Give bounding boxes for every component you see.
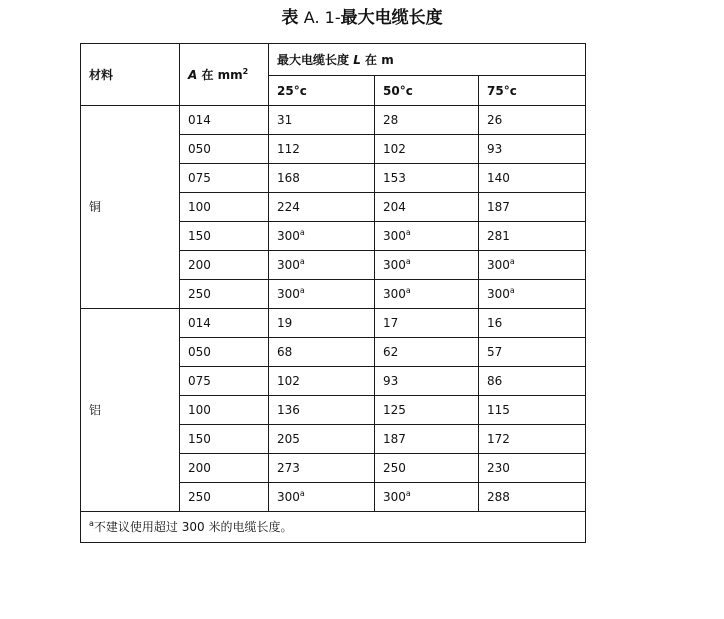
- length-value: 300: [383, 258, 406, 272]
- table-row: [81, 106, 586, 135]
- footnote-mark: a: [89, 519, 94, 528]
- cable-length-table: [80, 43, 586, 543]
- area-cell: 200: [180, 251, 269, 280]
- length-value: 300: [277, 229, 300, 243]
- length-value: 125: [383, 403, 406, 417]
- title-prefix: 表: [281, 8, 299, 28]
- area-cell: 014: [180, 106, 269, 135]
- length-cell: [269, 193, 375, 222]
- header-temp-25: 25°c: [269, 76, 375, 106]
- length-cell: [269, 396, 375, 425]
- area-cell: 150: [180, 425, 269, 454]
- length-cell: [375, 309, 479, 338]
- length-value: 300: [487, 258, 510, 272]
- length-value: 153: [383, 171, 406, 185]
- length-cell: [269, 164, 375, 193]
- length-value: 205: [277, 432, 300, 446]
- length-cell: [269, 222, 375, 251]
- table-title: [0, 6, 724, 30]
- length-value: 112: [277, 142, 300, 156]
- area-cell: 075: [180, 164, 269, 193]
- length-value: 288: [487, 490, 510, 504]
- length-cell: [375, 425, 479, 454]
- length-value: 57: [487, 345, 503, 359]
- length-value: 28: [383, 113, 399, 127]
- length-cell: [375, 454, 479, 483]
- length-cell: [375, 135, 479, 164]
- length-cell: [479, 454, 586, 483]
- length-value: 86: [487, 374, 503, 388]
- header-max-length: [269, 44, 586, 76]
- length-value: 19: [277, 316, 293, 330]
- length-value: 168: [277, 171, 300, 185]
- length-value: 140: [487, 171, 510, 185]
- length-value: 230: [487, 461, 510, 475]
- footnote-marker: a: [405, 257, 411, 266]
- length-cell: [479, 309, 586, 338]
- length-value: 31: [277, 113, 293, 127]
- length-value: 115: [487, 403, 510, 417]
- length-value: 300: [383, 287, 406, 301]
- length-cell: [479, 164, 586, 193]
- area-cell: 250: [180, 280, 269, 309]
- header-length-unit: 在 m: [365, 52, 394, 67]
- header-material: 材料: [81, 44, 180, 106]
- length-value: 300: [277, 490, 300, 504]
- length-cell: [269, 309, 375, 338]
- length-cell: [375, 222, 479, 251]
- length-cell: [375, 164, 479, 193]
- length-cell: [375, 106, 479, 135]
- length-value: 102: [383, 142, 406, 156]
- header-area: [180, 44, 269, 106]
- length-value: 17: [383, 316, 399, 330]
- length-value: 62: [383, 345, 399, 359]
- length-value: 93: [487, 142, 503, 156]
- header-length-prefix: 最大电缆长度: [277, 52, 350, 67]
- length-cell: [479, 338, 586, 367]
- footnote-marker: a: [299, 286, 305, 295]
- length-cell: [375, 251, 479, 280]
- length-value: 204: [383, 200, 406, 214]
- title-main: 最大电缆长度: [340, 8, 443, 28]
- length-cell: [375, 280, 479, 309]
- length-cell: [269, 251, 375, 280]
- length-cell: [269, 338, 375, 367]
- length-cell: [269, 135, 375, 164]
- footnote-marker: a: [405, 286, 411, 295]
- length-value: 281: [487, 229, 510, 243]
- footnote-marker: a: [509, 286, 515, 295]
- length-cell: [479, 483, 586, 512]
- footnote-marker: a: [299, 228, 305, 237]
- footnote-marker: a: [299, 257, 305, 266]
- area-cell: 100: [180, 396, 269, 425]
- header-length-var: L: [353, 52, 361, 67]
- length-value: 250: [383, 461, 406, 475]
- length-cell: [479, 222, 586, 251]
- area-cell: 200: [180, 454, 269, 483]
- area-cell: 250: [180, 483, 269, 512]
- length-cell: [479, 135, 586, 164]
- length-value: 26: [487, 113, 503, 127]
- table-row: [81, 309, 586, 338]
- length-value: 300: [487, 287, 510, 301]
- length-cell: [479, 193, 586, 222]
- header-temp-75: 75°c: [479, 76, 586, 106]
- length-cell: [479, 367, 586, 396]
- title-separator: -: [334, 8, 341, 27]
- header-area-sup: 2: [242, 66, 249, 76]
- length-value: 68: [277, 345, 293, 359]
- length-cell: [479, 280, 586, 309]
- length-cell: [269, 367, 375, 396]
- length-value: 93: [383, 374, 399, 388]
- length-cell: [375, 193, 479, 222]
- area-cell: 014: [180, 309, 269, 338]
- length-cell: [269, 425, 375, 454]
- length-cell: [269, 483, 375, 512]
- length-cell: [479, 106, 586, 135]
- footnote-marker: a: [405, 489, 411, 498]
- length-cell: [269, 280, 375, 309]
- length-cell: [269, 454, 375, 483]
- length-value: 273: [277, 461, 300, 475]
- header-row-1: [81, 44, 586, 76]
- area-cell: 100: [180, 193, 269, 222]
- length-cell: [479, 251, 586, 280]
- footnote-marker: a: [299, 489, 305, 498]
- header-temp-50: 50°c: [375, 76, 479, 106]
- area-cell: 050: [180, 135, 269, 164]
- length-cell: [479, 425, 586, 454]
- length-cell: [375, 483, 479, 512]
- footnote-marker: a: [509, 257, 515, 266]
- length-cell: [479, 396, 586, 425]
- title-number: A. 1: [303, 8, 335, 27]
- length-value: 300: [277, 287, 300, 301]
- length-value: 300: [383, 229, 406, 243]
- length-value: 187: [383, 432, 406, 446]
- material-cell: 铝: [81, 309, 180, 512]
- area-cell: 050: [180, 338, 269, 367]
- area-cell: 075: [180, 367, 269, 396]
- length-value: 187: [487, 200, 510, 214]
- area-cell: 150: [180, 222, 269, 251]
- length-value: 102: [277, 374, 300, 388]
- length-value: 136: [277, 403, 300, 417]
- footnote-row: [81, 512, 586, 543]
- length-cell: [375, 338, 479, 367]
- header-area-var: A: [188, 67, 198, 82]
- length-value: 16: [487, 316, 503, 330]
- footnote-text: 不建议使用超过 300 米的电缆长度。: [93, 520, 293, 534]
- length-value: 300: [383, 490, 406, 504]
- footnote-marker: a: [405, 228, 411, 237]
- length-value: 300: [277, 258, 300, 272]
- material-cell: 铜: [81, 106, 180, 309]
- header-area-text: 在 mm: [201, 67, 243, 82]
- length-cell: [375, 367, 479, 396]
- length-value: 224: [277, 200, 300, 214]
- length-cell: [269, 106, 375, 135]
- length-value: 172: [487, 432, 510, 446]
- length-cell: [375, 396, 479, 425]
- footnote-cell: [81, 512, 586, 543]
